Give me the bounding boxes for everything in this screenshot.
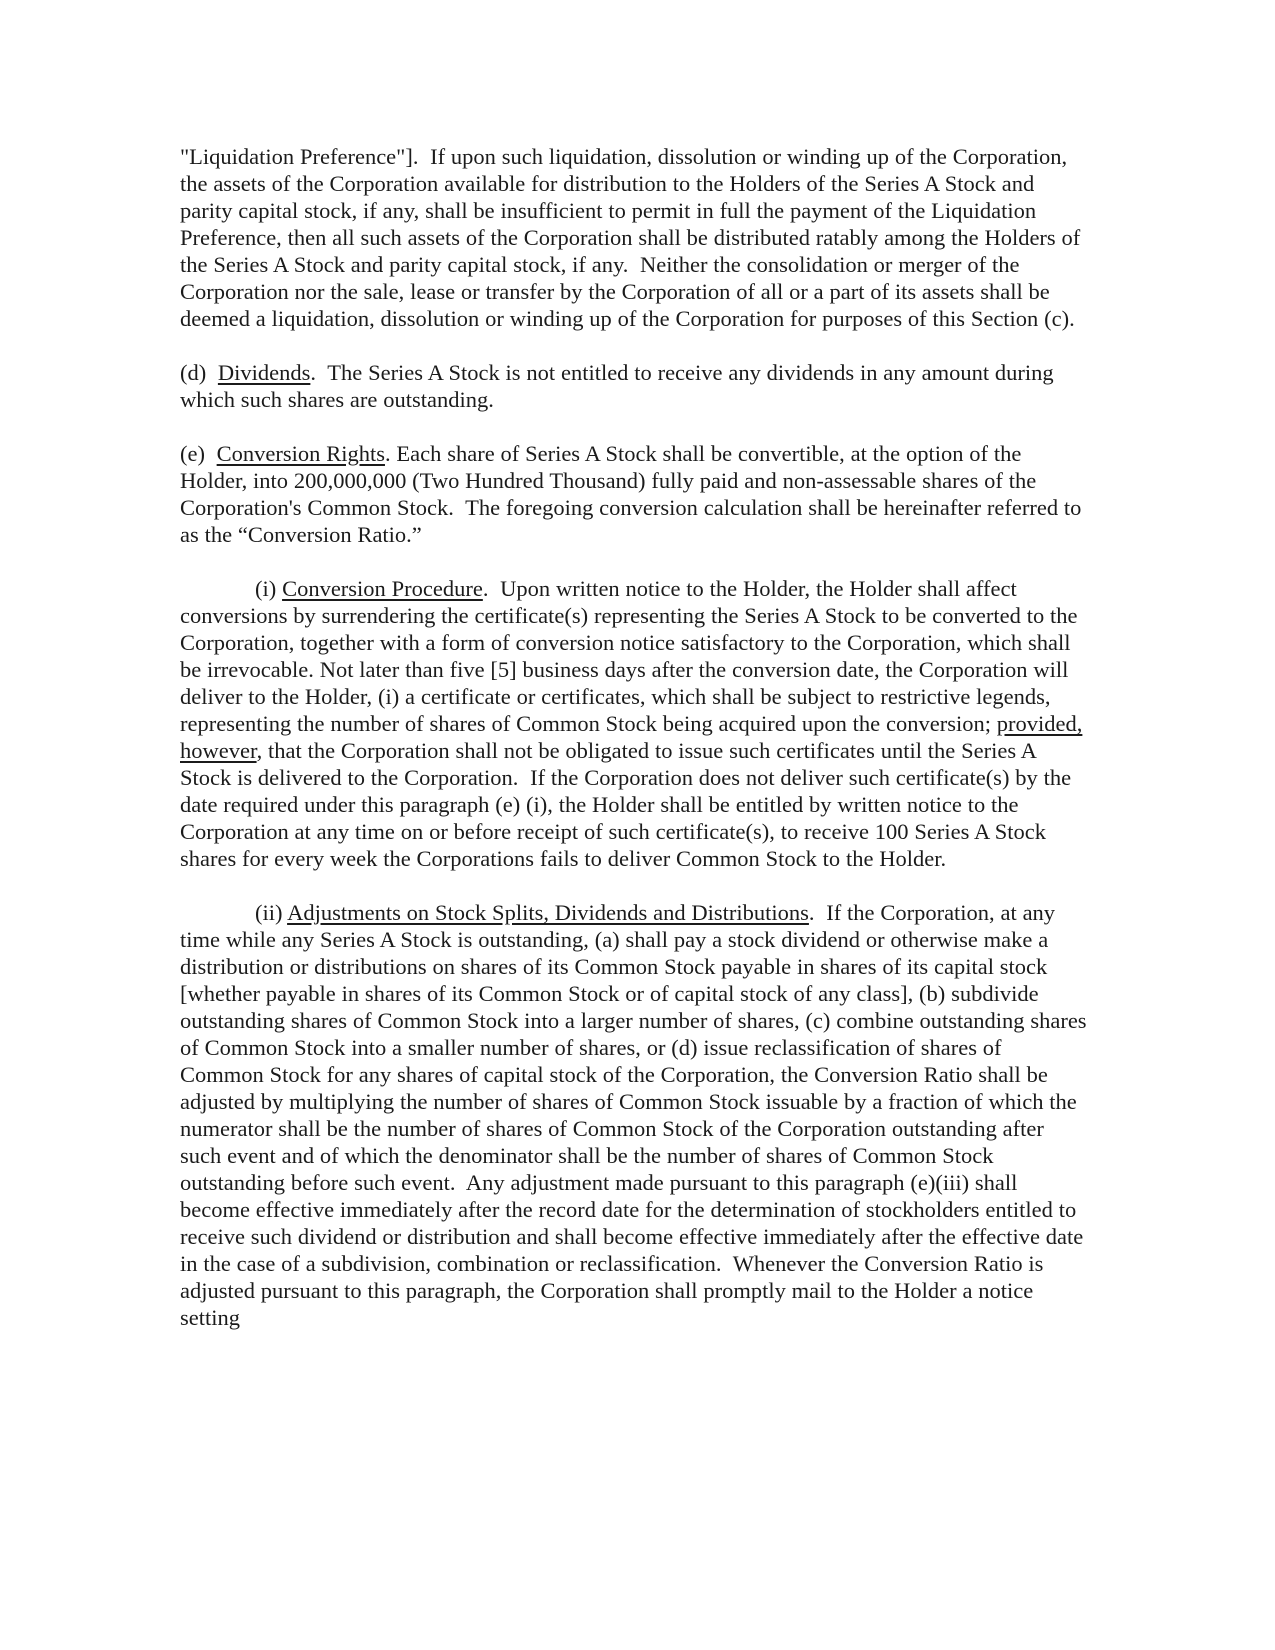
- paragraph-e-ii-adjustments: [180, 899, 1093, 1331]
- text-segment: . Each share of Series A Stock shall be convertible, at the option of the Holder, into 200,000,000 (Two Hundred Thousand) fully paid and non-assessable shares of the Corporation's Common Stock. The foregoing conversion calculation shall be hereinafter referred to as the “Conversion Ratio.”: [180, 441, 1088, 547]
- underlined-text: Conversion Rights: [216, 441, 385, 466]
- text-segment: . The Series A Stock is not entitled to receive any dividends in any amount during which such shares are outstanding.: [180, 360, 1060, 412]
- text-segment: , that the Corporation shall not be obligated to issue such certificates until the Series A Stock is delivered to the Corporation. If the Corporation does not deliver such certificate(s) by the date required under this paragraph (e) (i), the Holder shall be entitled by written notice to the Corporation at any time on or before receipt of such certificate(s), to receive 100 Series A Stock shares for every week the Corporations fails to deliver Common Stock to the Holder.: [180, 738, 1077, 871]
- text-segment: "Liquidation Preference"]. If upon such liquidation, dissolution or winding up of the Corporation, the assets of the Corporation available for distribution to the Holders of the Series A Stock and parity capital stock, if any, shall be insufficient to permit in full the payment of the Liquidation Preference, then all such assets of the Corporation shall be distributed ratably among the Holders of the Series A Stock and parity capital stock, if any. Neither the consolidation or merger of the Corporation nor the sale, lease or transfer by the Corporation of all or a part of its assets shall be deemed a liquidation, dissolution or winding up of the Corporation for purposes of this Section (c).: [180, 144, 1087, 331]
- underlined-text: however: [180, 738, 257, 763]
- text-segment: [1082, 711, 1088, 736]
- underlined-text: Conversion Procedure: [282, 576, 483, 601]
- paragraph-e-i-conversion-procedure: [180, 575, 1088, 872]
- text-segment: (i): [255, 576, 283, 601]
- text-segment: . Upon written notice to the Holder, the Holder shall affect conversions by surrendering the certificate(s) representing the Series A Stock to be converted to the Corporation, together with a form of conversion notice satisfactory to the Corporation, which shall be irrevocable. Not later than five [5] business days after the conversion date, the Corporation will deliver to the Holder, (i) a certificate or certificates, which shall be subject to restrictive legends, representing the number of shares of Common Stock being acquired upon the conversion;: [180, 576, 1084, 736]
- underlined-text: provided,: [996, 711, 1083, 736]
- text-segment: . If the Corporation, at any time while any Series A Stock is outstanding, (a) shall pay a stock dividend or otherwise make a distribution or distributions on shares of its Common Stock payable in shares of its capital stock [whether payable in shares of its Common Stock or of capital stock of any class], (b) subdivide outstanding shares of Common Stock into a larger number of shares, (c) combine outstanding shares of Common Stock into a smaller number of shares, or (d) issue reclassification of shares of Common Stock for any shares of capital stock of the Corporation, the Conversion Ratio shall be adjusted by multiplying the number of shares of Common Stock issuable by a fraction of which the numerator shall be the number of shares of Common Stock of the Corporation outstanding after such event and of which the denominator shall be the number of shares of Common Stock outstanding before such event. Any adjustment made pursuant to this paragraph (e)(iii) shall become effective immediately after the record date for the determination of stockholders entitled to receive such dividend or distribution and shall become effective immediately after the effective date in the case of a subdivision, combination or reclassification. Whenever the Conversion Ratio is adjusted pursuant to this paragraph, the Corporation shall promptly mail to the Holder a notice setting: [180, 900, 1093, 1330]
- text-segment: (e): [180, 441, 217, 466]
- document-body: [180, 143, 1093, 1358]
- paragraph-liquidation-preference-continuation: [180, 143, 1088, 332]
- paragraph-e-conversion-rights: [180, 440, 1088, 548]
- underlined-text: Adjustments on Stock Splits, Dividends and Distributions: [287, 900, 809, 925]
- paragraph-d-dividends: [180, 359, 1088, 413]
- text-segment: (ii): [255, 900, 288, 925]
- text-segment: (d): [180, 360, 218, 385]
- underlined-text: Dividends: [217, 360, 311, 385]
